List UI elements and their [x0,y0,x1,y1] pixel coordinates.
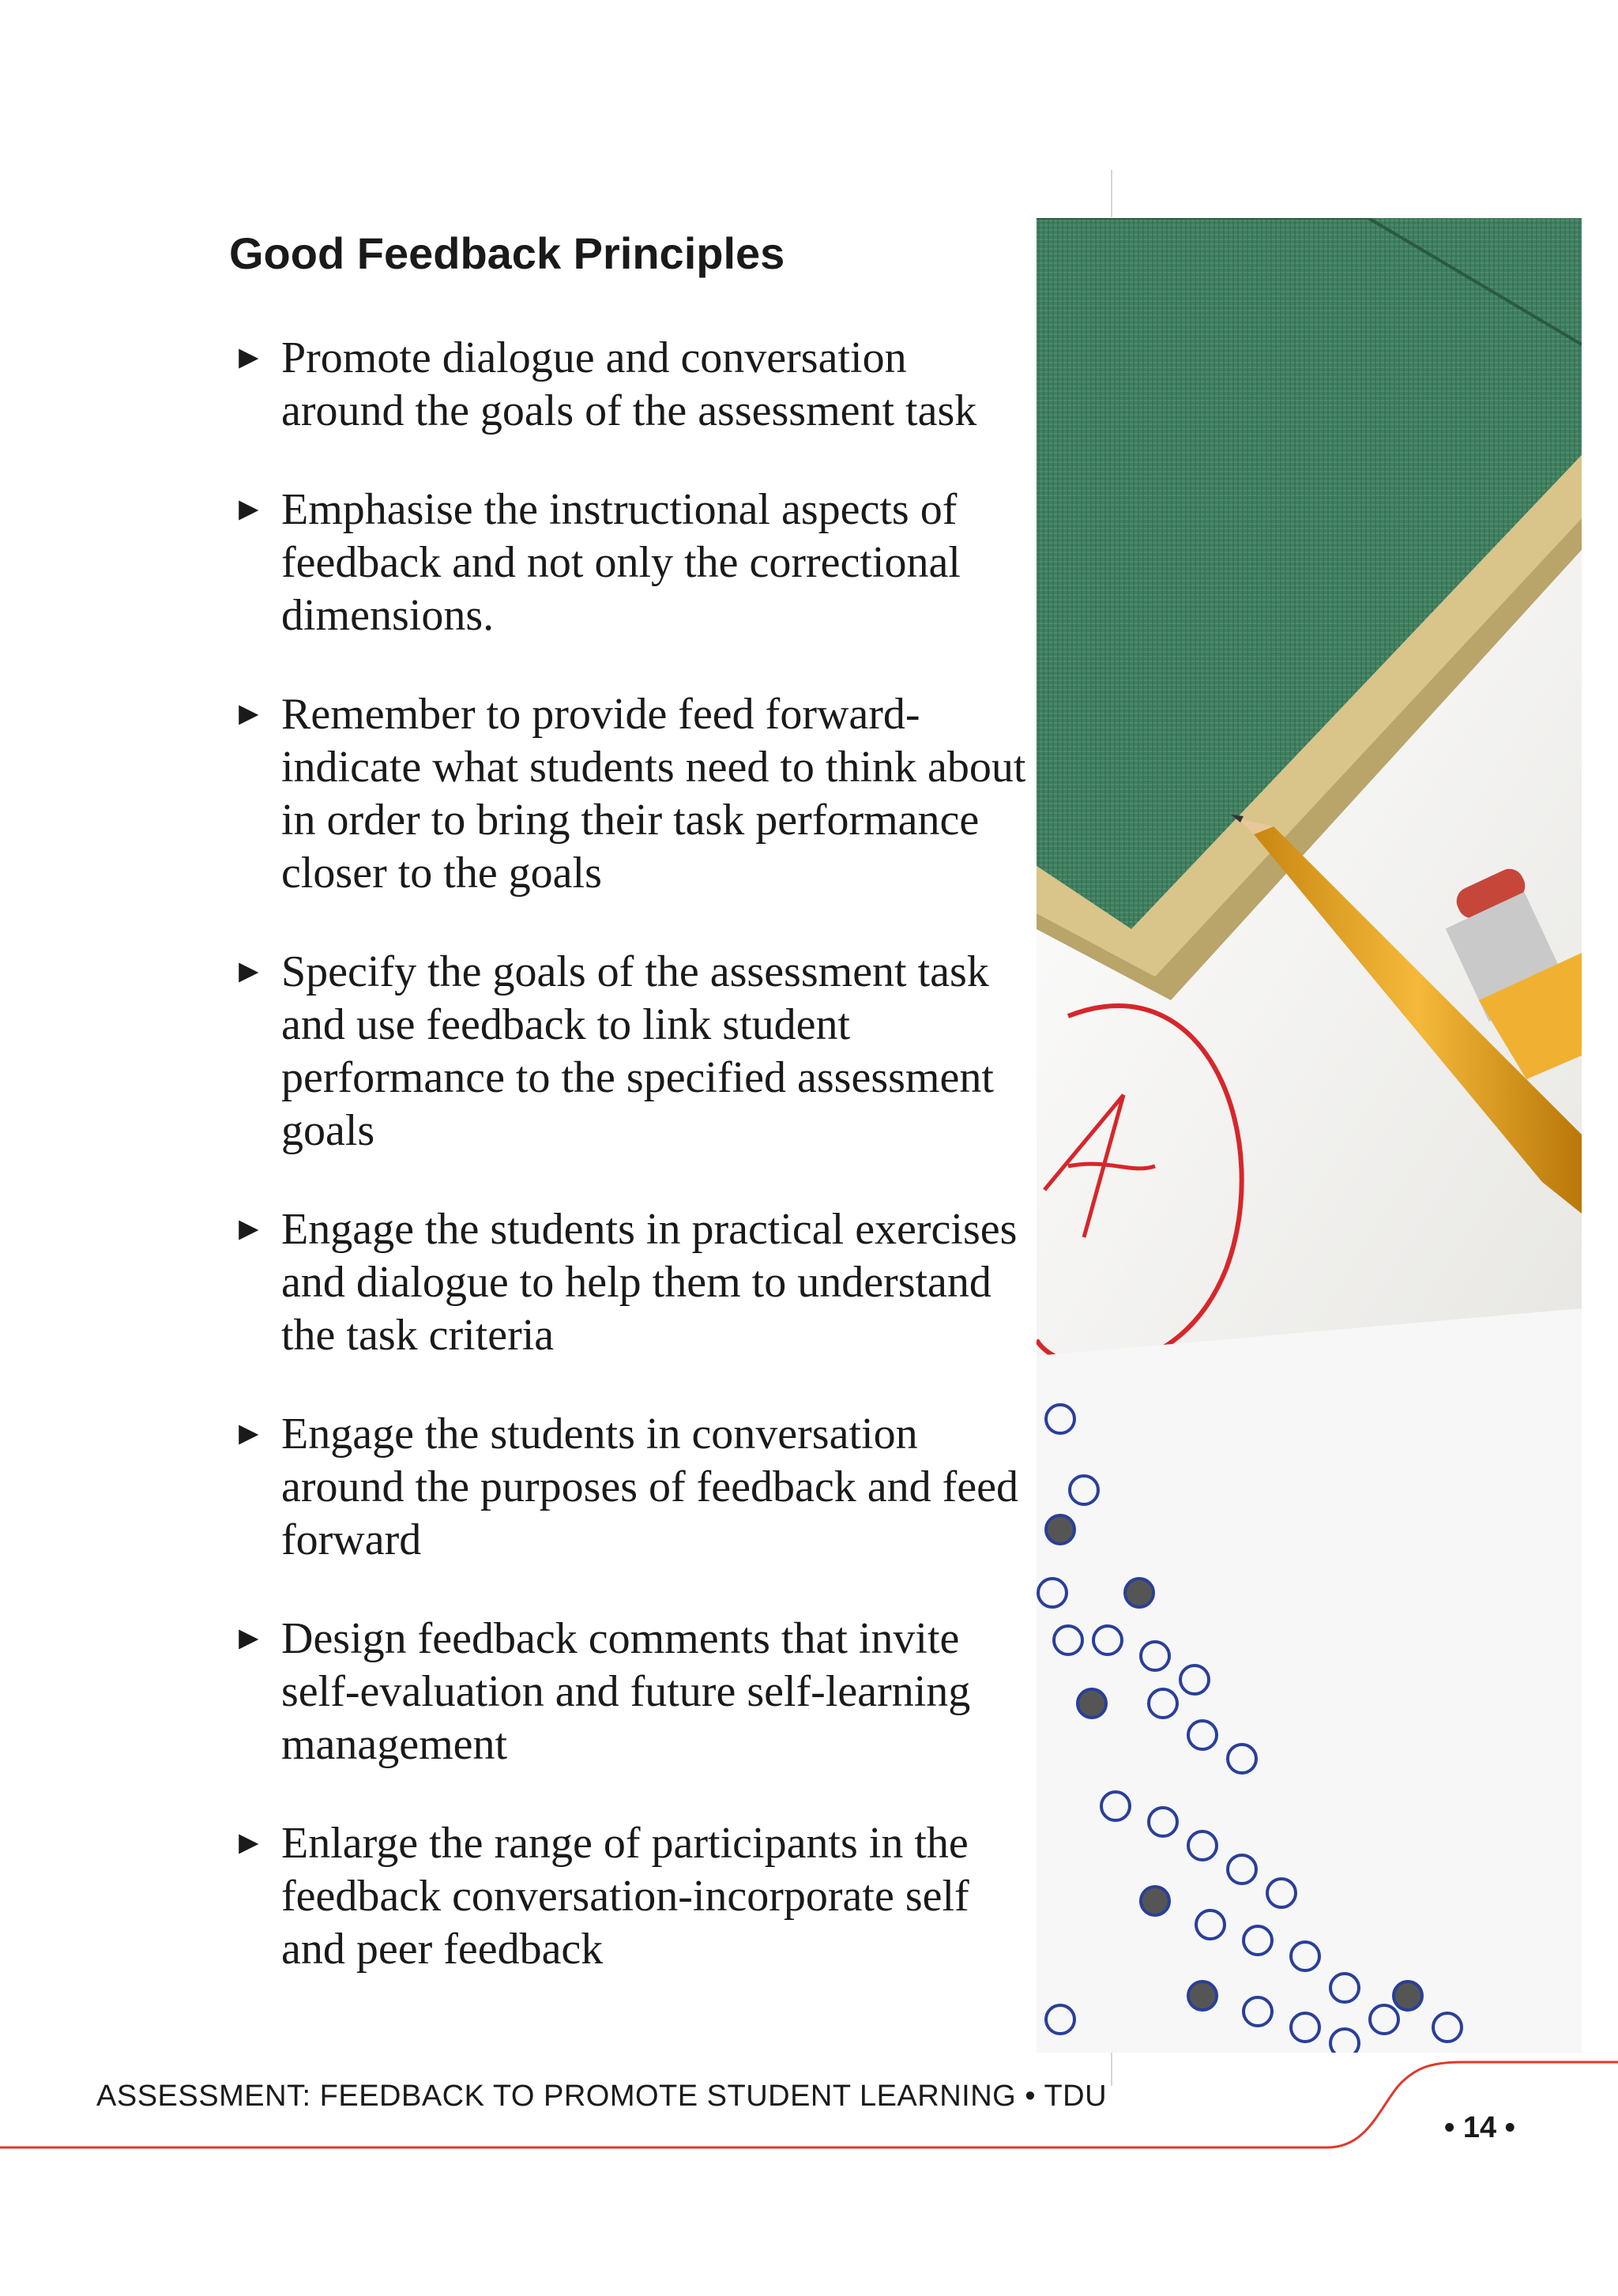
principle-text: Design feedback comments that invite self-evaluation and future self-learning management [281,1613,971,1769]
bullet-arrow-icon: ► [232,339,265,376]
footer-title: ASSESSMENT: FEEDBACK TO PROMOTE STUDENT LEARNING • TDU [96,2080,1108,2113]
crop-mark-top [1111,170,1112,217]
principle-item [229,484,1035,642]
bullet-arrow-icon: ► [232,1210,265,1248]
principle-text: Remember to provide feed forward-indicate what students need to think about in order to bring their task performance closer to the goals [281,689,1026,898]
bullet-arrow-icon: ► [232,1824,265,1861]
bullet-arrow-icon: ► [232,491,265,528]
main-content [229,229,1035,2022]
bullet-arrow-icon: ► [232,1620,265,1657]
assessment-photo [1037,218,1582,2053]
principle-item [229,1408,1035,1567]
assessment-photo-illustration [1037,218,1582,2053]
bullet-arrow-icon: ► [232,953,265,990]
page-number: • 14 • [1444,2111,1515,2144]
principle-item [229,332,1035,438]
principle-item [229,946,1035,1157]
principle-item [229,1817,1035,1976]
principle-item [229,688,1035,900]
bullet-arrow-icon: ► [232,1415,265,1452]
principle-text: Engage the students in conversation around the purposes of feedback and feed forward [281,1409,1018,1564]
principles-list [229,332,1035,1976]
bullet-arrow-icon: ► [232,695,265,732]
principle-text: Specify the goals of the assessment task and use feedback to link student performance to the specified assessment goals [281,947,994,1155]
principle-text: Enlarge the range of participants in the feedback conversation-incorporate self and peer feedback [281,1818,969,1974]
principle-text: Promote dialogue and conversation around the goals of the assessment task [281,333,977,435]
principle-item [229,1203,1035,1362]
principle-item [229,1613,1035,1771]
principle-text: Emphasise the instructional aspects of feedback and not only the correctional dimensions. [281,484,961,640]
principle-text: Engage the students in practical exercises and dialogue to help them to understand the task criteria [281,1204,1018,1360]
page-heading: Good Feedback Principles [229,228,785,278]
